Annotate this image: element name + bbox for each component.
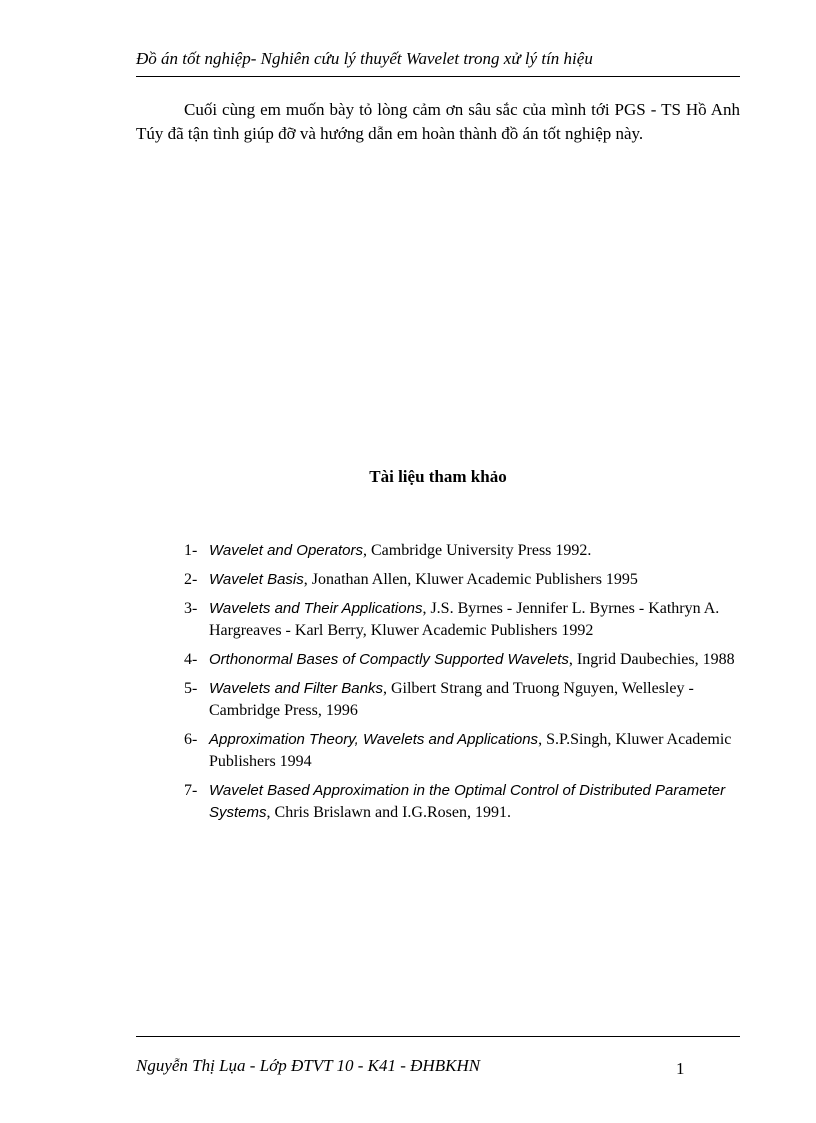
reference-details: , Cambridge University Press 1992. [362, 542, 592, 559]
reference-title: Wavelet Basis [209, 571, 304, 588]
reference-item [184, 598, 744, 642]
footer-author-line: Nguyễn Thị Lụa - Lớp ĐTVT 10 - K41 - ĐHBKHN [136, 1056, 481, 1075]
references-heading: Tài liệu tham khảo [369, 467, 507, 486]
reference-title: Approximation Theory, Wavelets and Applications [209, 731, 539, 748]
reference-details: , Ingrid Daubechies, 1988 [568, 651, 735, 668]
page-number: 1 [676, 1059, 685, 1078]
reference-number: 1- [184, 542, 198, 559]
reference-item [184, 569, 744, 591]
reference-list [184, 540, 744, 831]
reference-details: , S.P.Singh, Kluwer Academic Publishers 1994 [209, 731, 732, 770]
reference-text [209, 649, 744, 671]
reference-text [209, 678, 744, 722]
reference-text [209, 569, 744, 591]
reference-number: 5- [184, 680, 198, 697]
acknowledgement-paragraph: Cuối cùng em muốn bày tỏ lòng cảm ơn sâu sắc của mình tới PGS - TS Hồ Anh Túy đã tận tình giúp đỡ và hướng dẫn em hoàn thành đồ án tốt nghiệp này. [136, 100, 740, 143]
reference-details: , Chris Brislawn and I.G.Rosen, 1991. [266, 804, 511, 821]
reference-text [209, 598, 744, 642]
reference-text [209, 729, 744, 773]
header-divider [136, 76, 740, 77]
reference-item [184, 649, 744, 671]
reference-number: 6- [184, 731, 198, 748]
reference-item [184, 678, 744, 722]
reference-number: 2- [184, 571, 198, 588]
reference-number: 3- [184, 600, 198, 617]
reference-number: 7- [184, 782, 198, 799]
reference-number: 4- [184, 651, 198, 668]
reference-title: Wavelet Based Approximation in the Optimal Control of Distributed Parameter Systems [209, 782, 726, 821]
reference-title: Orthonormal Bases of Compactly Supported Wavelets [209, 651, 569, 668]
footer-divider [136, 1036, 740, 1037]
reference-text [209, 540, 744, 562]
reference-title: Wavelets and Filter Banks [209, 680, 383, 697]
reference-item [184, 780, 744, 824]
reference-details: , J.S. Byrnes - Jennifer L. Byrnes - Kathryn A. Hargreaves - Karl Berry, Kluwer Academic Publishers 1992 [209, 600, 720, 639]
reference-item [184, 729, 744, 773]
reference-item [184, 540, 744, 562]
running-header-title: Đồ án tốt nghiệp- Nghiên cứu lý thuyết Wavelet trong xử lý tín hiệu [136, 49, 593, 68]
reference-details: , Jonathan Allen, Kluwer Academic Publishers 1995 [303, 571, 638, 588]
reference-title: Wavelets and Their Applications [209, 600, 423, 617]
reference-text [209, 780, 744, 824]
reference-details: , Gilbert Strang and Truong Nguyen, Wellesley - Cambridge Press, 1996 [209, 680, 694, 719]
reference-title: Wavelet and Operators [209, 542, 363, 559]
